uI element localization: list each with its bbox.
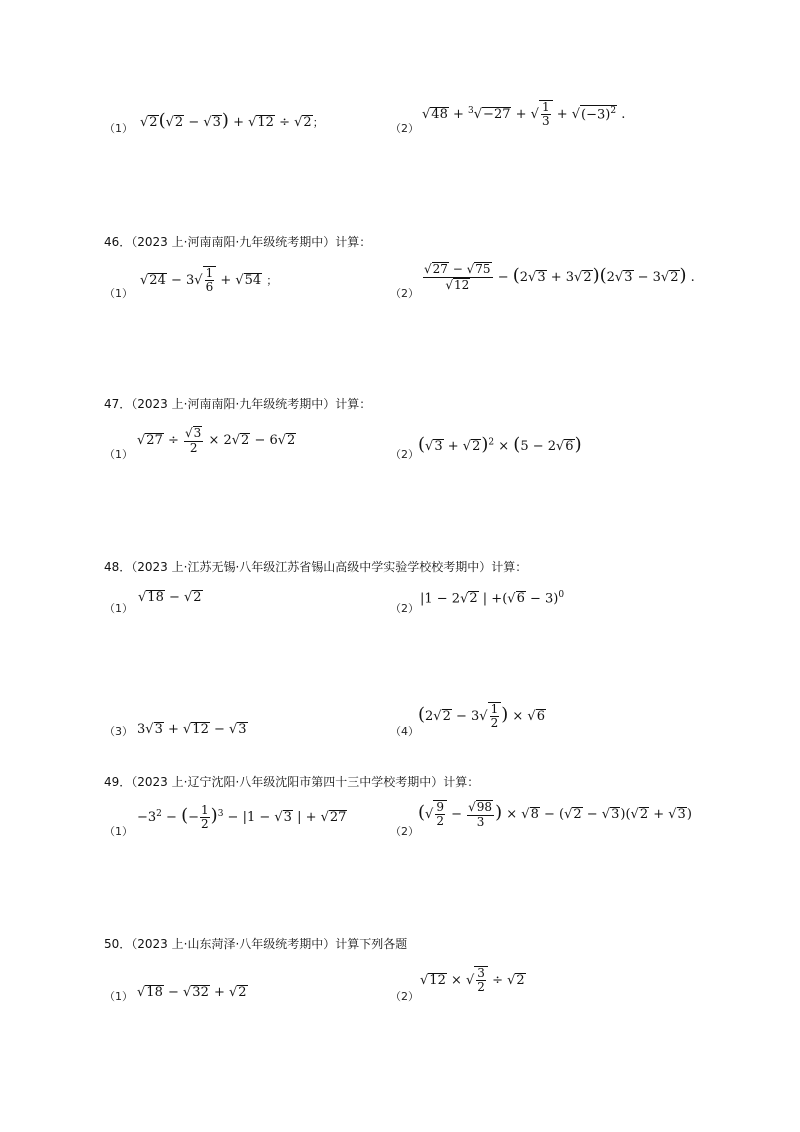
q49-part1-expression: $-3^2$ − (− $\frac{1}{2}$ )$^3$ − |1 − √3 | + √27	[137, 803, 347, 832]
q45-part2-tail: .	[621, 107, 626, 123]
q47-part2-expression: $(√3 + √2)^2 \times (5 - 2√6)$	[418, 434, 582, 455]
q46-part2-tail: .	[690, 269, 695, 285]
q50-part2-expression: √12 × √ $\frac{3}{2}$ ÷ √2	[420, 966, 525, 995]
q50-part2-label: （2）	[390, 990, 419, 1003]
q48-part1-label: （1）	[104, 602, 133, 615]
q46-part1-tail: ；	[266, 274, 278, 288]
q45-part1-expression: √2(√2 − √3) + √12 ÷ √2；	[140, 110, 324, 131]
q48-heading: 48．（2023 上·江苏无锡·八年级江苏省锡山高级中学实验学校校考期中）计算：	[104, 560, 528, 574]
q48-part4-expression: (2√2 − 3√ $\frac{1}{2}$ ) × √6	[418, 702, 545, 731]
q47-part1-label: （1）	[104, 448, 133, 461]
q48-part1-expression: √18 − √2	[138, 590, 202, 605]
q48-part3-expression: 3√3 + √12 − √3	[137, 722, 247, 737]
q45-part2-label: （2）	[390, 122, 419, 135]
q48-part4-label: （4）	[390, 725, 419, 738]
q46-part2-label: （2）	[390, 287, 419, 300]
q49-part2-expression: (√ $\frac{9}{2}$ − $\frac{√98}{3}$ ) × √8 − (√2 − √3)(√2 + √3)	[418, 800, 692, 829]
q46-heading: 46．（2023 上·河南南阳·九年级统考期中）计算：	[104, 235, 372, 249]
q50-part1-expression: √18 − √32 + √2	[137, 985, 247, 1000]
q49-heading: 49．（2023 上·辽宁沈阳·八年级沈阳市第四十三中学校考期中）计算：	[104, 775, 480, 789]
q48-part2-expression: |1 − 2√2 | $+(√6 - 3)^0$	[420, 590, 565, 607]
q46-part1-label: （1）	[104, 287, 133, 300]
q47-part1-expression: √27 ÷ $\frac{√3}{2}$ × 2√2 − 6√2	[137, 426, 296, 455]
q47-part2-label: （2）	[390, 448, 419, 461]
q46-part1-expression: √24 − 3√ $\frac{1}{6}$ + √54 ；	[140, 266, 278, 295]
q47-heading: 47．（2023 上·河南南阳·九年级统考期中）计算：	[104, 397, 372, 411]
q46-part2-expression: $\frac{√27 - √75}{√12}$ − (2√3 + 3√2)(2√3 − 3√2) .	[424, 262, 695, 292]
q45-part1-label: （1）	[104, 122, 133, 135]
q49-part2-label: （2）	[390, 825, 419, 838]
q48-part2-label: （2）	[390, 602, 419, 615]
q48-part3-label: （3）	[104, 725, 133, 738]
q50-heading: 50．（2023 上·山东菏泽·八年级统考期中）计算下列各题	[104, 937, 408, 951]
q45-part2-expression: √48 + $^3$√−27 + √ $\frac{1}{3}$ + $√(-3)^2$ .	[422, 100, 626, 129]
q49-part1-label: （1）	[104, 825, 133, 838]
q50-part1-label: （1）	[104, 990, 133, 1003]
q45-part1-tail: ；	[312, 116, 324, 129]
